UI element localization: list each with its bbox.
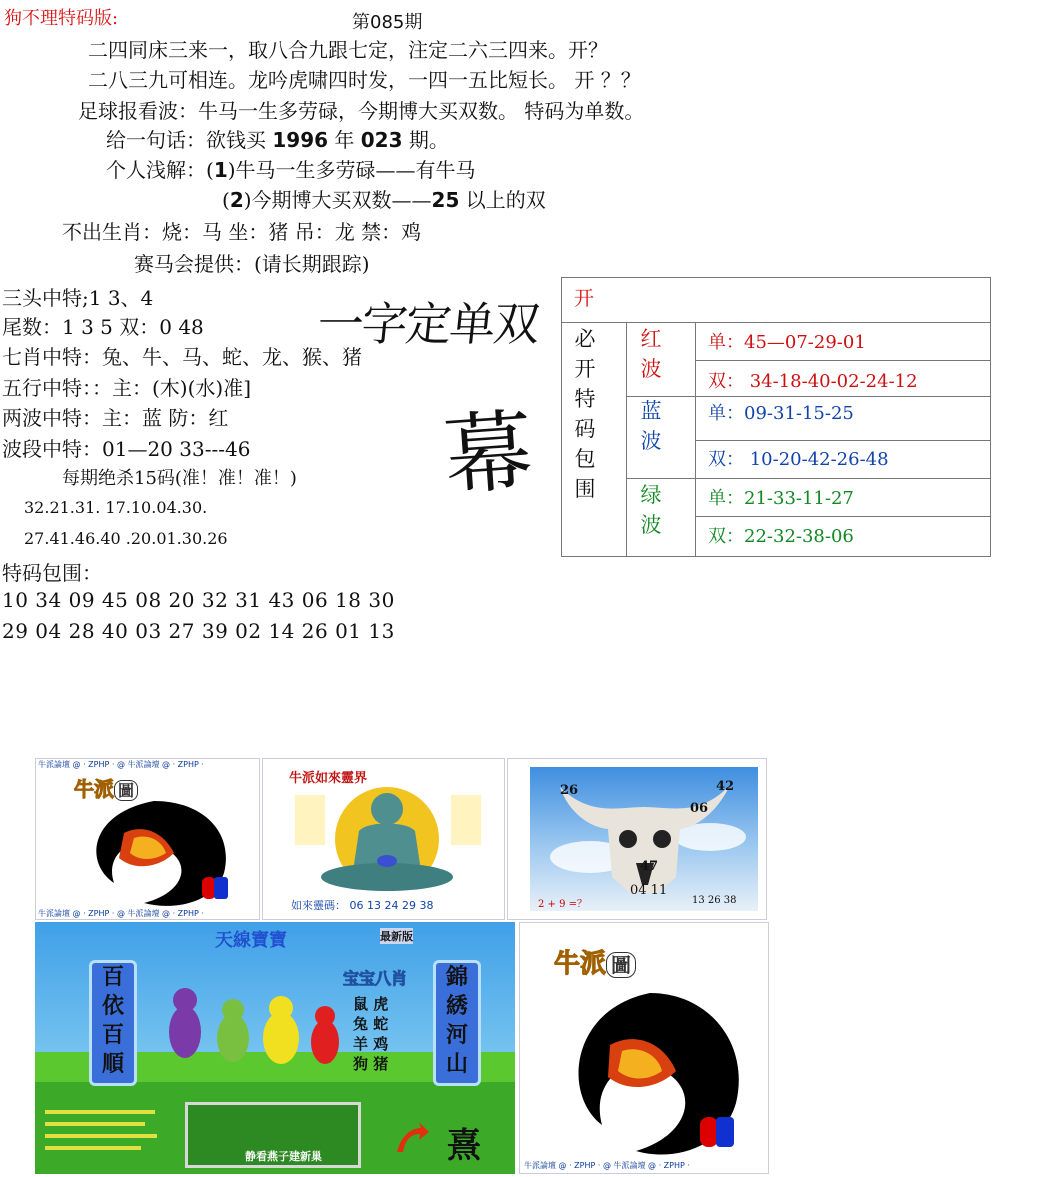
tail-numbers: 尾数：1 3 5 双：0 48	[2, 315, 204, 339]
green-double: 双：22-32-38-06	[708, 526, 854, 547]
wave-table	[561, 277, 991, 557]
blue-single: 单：09-31-15-25	[708, 403, 854, 424]
side-char: 必	[574, 327, 596, 351]
mu-character: 幕	[440, 399, 536, 508]
image-fire-yinyang-1	[35, 758, 260, 920]
skull-number: 04 11	[630, 883, 668, 898]
buddha-footer: 如來靈碼： 06 13 24 29 38	[291, 899, 434, 912]
banner-right: 錦 綉 河 山	[433, 960, 481, 1086]
side-char: 包	[574, 447, 596, 471]
skull-numbers-bottom: 13 26 38	[692, 895, 737, 906]
skull-formula: 2 + 9 =？	[538, 899, 588, 910]
side-char: 围	[574, 477, 596, 501]
small-text-block	[45, 1106, 165, 1166]
poem-line-6: (2)今期博大买双数——25 以上的双	[222, 188, 546, 212]
green-wave-label: 绿 波	[640, 483, 662, 537]
blue-wave-label: 蓝 波	[640, 399, 662, 453]
red-double: 双： 34-18-40-02-24-12	[708, 371, 918, 392]
panel-title: 牛派 圖	[74, 773, 138, 802]
side-char: 特	[574, 387, 596, 411]
poem-line-1: 二四同床三来一，取八合九跟七定，注定二六三四来。开？	[88, 38, 608, 62]
seven-zodiac: 七肖中特：兔、牛、马、蛇、龙、猴、猪	[2, 345, 362, 369]
kill-line-1: 32.21.31. 17.10.04.30.	[24, 498, 208, 517]
buddha-title: 牛派如來靈界	[289, 771, 368, 786]
wave-segment: 波段中特：01—20 33---46	[2, 437, 251, 461]
skull-number: 42	[716, 779, 735, 794]
zodiac-grid: 鼠 虎 兔 蛇 羊 鸡 狗 猪	[353, 995, 389, 1073]
three-heads: 三头中特;1 3、4	[2, 286, 154, 310]
watermark-bottom: 牛派論壇 @ · ZPHP · @ 牛派論壇 @ · ZPHP ·	[38, 909, 204, 918]
skull-number: 26	[560, 783, 579, 798]
poem-line-3: 足球报看波：牛马一生多劳碌，今期博大买双数。 特码为单数。	[78, 99, 645, 123]
skull-number: 06	[690, 801, 709, 816]
poem-line-4: 给一句话：欲钱买 1996 年 023 期。	[106, 128, 449, 152]
poem-line-8: 赛马会提供：(请长期跟踪)	[134, 252, 370, 276]
yinyang-fire-icon	[540, 985, 760, 1165]
two-waves: 两波中特：主：蓝 防：红	[2, 406, 229, 430]
surround-line-2: 29 04 28 40 03 27 39 02 14 26 01 13	[2, 619, 395, 643]
image-teletubbies	[35, 922, 515, 1174]
watermark-bottom: 牛派論壇 @ · ZPHP · @ 牛派論壇 @ · ZPHP ·	[524, 1161, 690, 1170]
yinyang-fire-icon	[64, 793, 244, 913]
zodiac-title: 宝宝八肖	[343, 969, 408, 988]
panel-title: 牛派 圖	[554, 943, 636, 980]
red-wave-label: 红 波	[640, 327, 662, 381]
buddha-icon	[287, 785, 487, 897]
skull-number: 47	[640, 859, 659, 874]
kill-title: 每期绝杀15码(准！准！准！)	[62, 468, 297, 489]
red-single: 单：45—07-29-01	[708, 332, 866, 353]
header-title: 狗不理特码版:	[4, 8, 119, 29]
watermark-top: 牛派論壇 @ · ZPHP · @ 牛派論壇 @ · ZPHP ·	[38, 760, 204, 769]
poem-line-5: 个人浅解：(1)牛马一生多劳碌——有牛马	[106, 158, 476, 182]
side-label	[570, 324, 600, 504]
poem-line-2: 二八三九可相连。龙吟虎啸四时发，一四一五比短长。 开 ？？	[88, 68, 641, 92]
image-skull-sky	[507, 758, 767, 920]
bottom-caption: 静看燕子建新巢	[245, 1150, 322, 1163]
table-open-label: 开	[574, 286, 594, 310]
blue-double: 双： 10-20-42-26-48	[708, 449, 889, 470]
issue-number: 第085期	[352, 12, 423, 33]
surround-line-1: 10 34 09 45 08 20 32 31 43 06 18 30	[2, 588, 395, 612]
side-char: 开	[574, 357, 596, 381]
side-char: 码	[574, 417, 596, 441]
arrow-icon	[391, 1118, 431, 1158]
banner-left: 百 依 百 順	[89, 960, 137, 1086]
image-fire-yinyang-2	[519, 922, 769, 1174]
single-double-headline: 一字定单双	[314, 297, 541, 351]
teletubbies-title: 天線寶寶	[215, 930, 287, 951]
teletubbies-figures-icon	[155, 972, 345, 1082]
teletubbies-edition: 最新版	[380, 930, 413, 943]
kill-line-2: 27.41.46.40 .20.01.30.26	[24, 529, 228, 548]
bottom-big-char: 熹	[447, 1126, 481, 1166]
poem-line-7: 不出生肖：烧：马 坐：猪 吊：龙 禁：鸡	[62, 220, 422, 244]
image-buddha	[262, 758, 505, 920]
five-elements: 五行中特：：主：(木)(水)准]	[2, 376, 252, 400]
green-single: 单：21-33-11-27	[708, 488, 854, 509]
surround-title: 特码包围：	[2, 561, 102, 585]
